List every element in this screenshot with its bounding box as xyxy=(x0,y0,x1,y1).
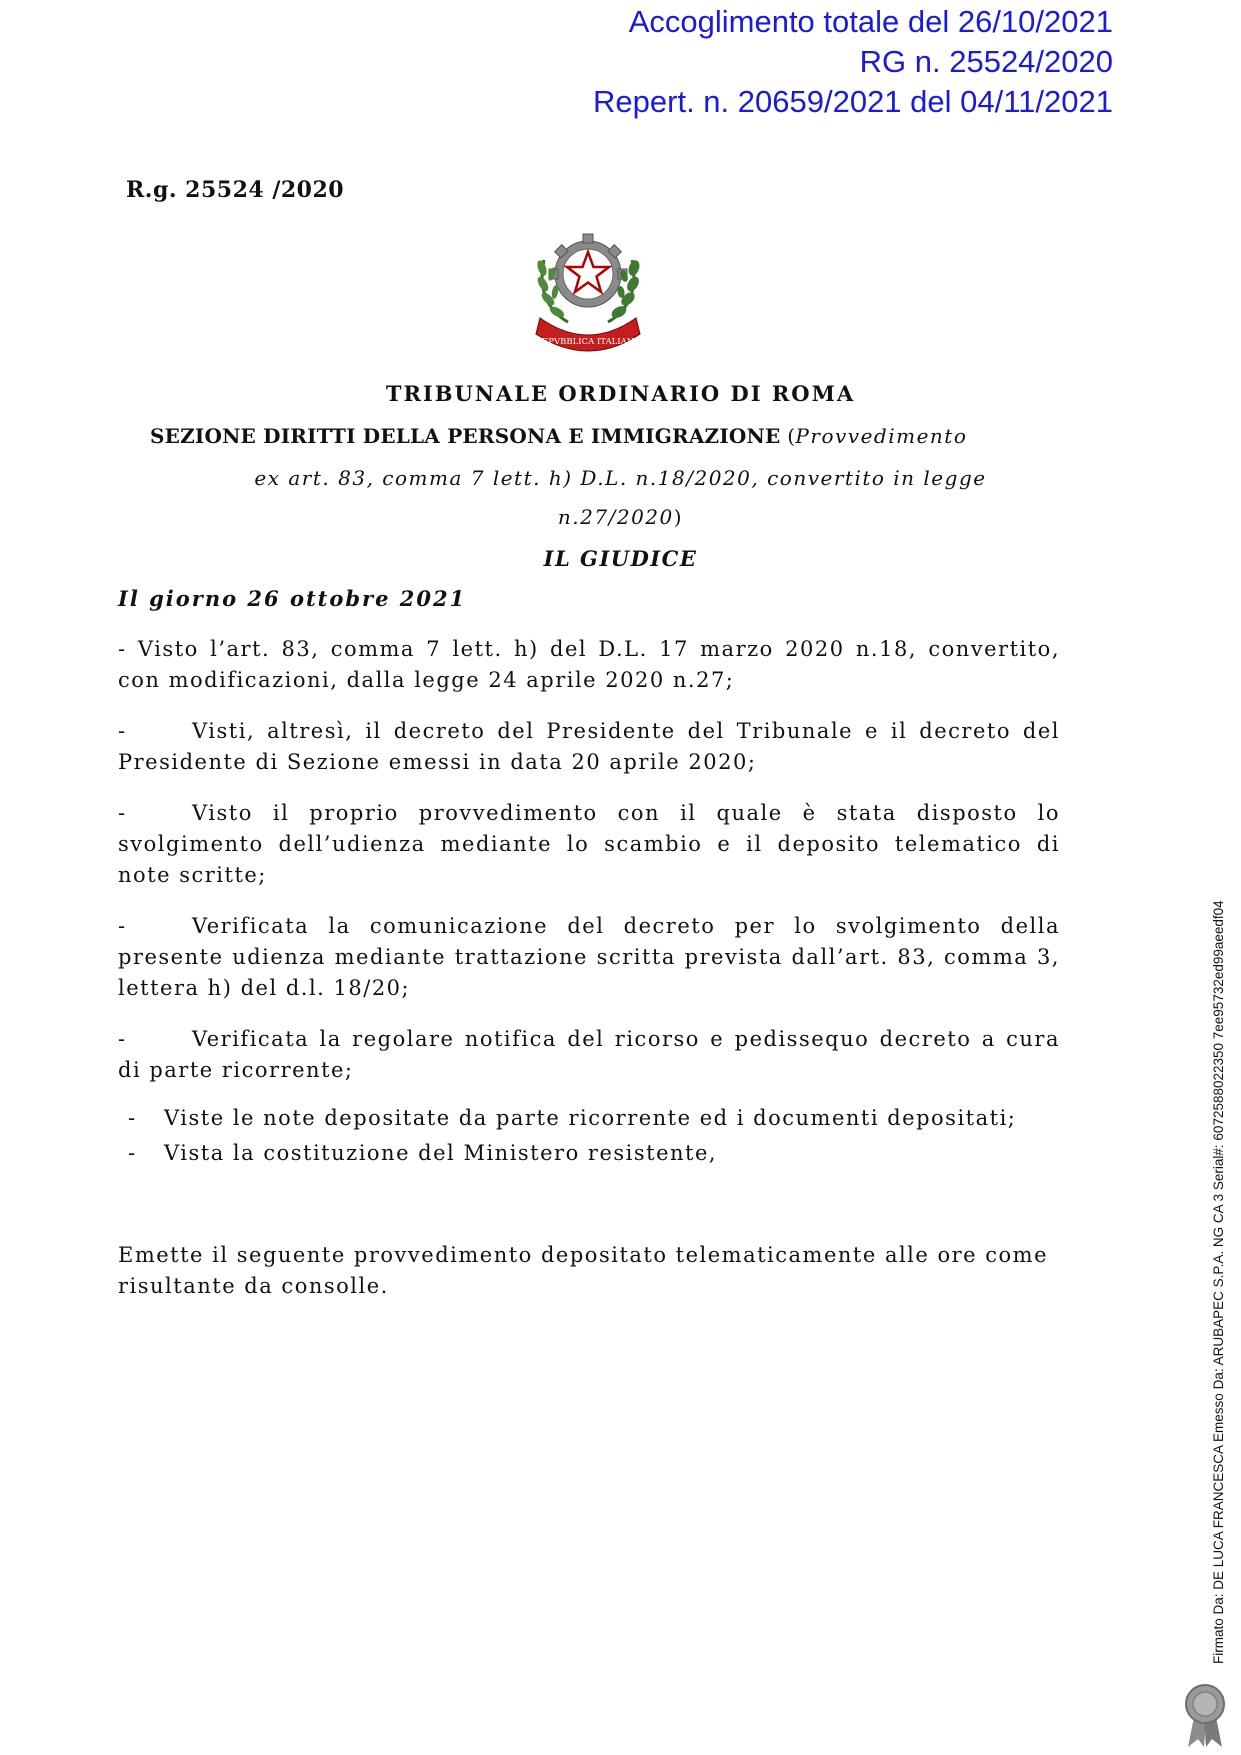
paragraph-visto-art-83: - Visto l’art. 83, comma 7 lett. h) del D.L. 17 marzo 2020 n.18, convertito, con modificazioni, dalla legge 24 aprile 2020 n.27; xyxy=(118,637,1060,692)
bullet-dash: - xyxy=(128,1106,137,1130)
paragraph-text: Visti, altresì, il decreto del Presidente del Tribunale e il decreto del Presidente di Sezione emessi in data 20 aprile 2020; xyxy=(118,719,1060,774)
stamp-line-rg: RG n. 25524/2020 xyxy=(859,44,1113,79)
registry-stamp xyxy=(593,2,1113,122)
decision-date: Il giorno 26 ottobre 2021 xyxy=(118,586,467,611)
italian-republic-emblem-icon xyxy=(528,222,648,357)
paragraph-dash: - xyxy=(118,801,127,825)
judge-heading: IL GIUDICE xyxy=(543,546,698,571)
legal-reference-paren-close: ) xyxy=(673,505,684,529)
paragraph-verificata-comunicazione xyxy=(118,911,1060,1004)
bullet-text: Vista la costituzione del Ministero resistente, xyxy=(164,1141,718,1165)
paragraph-text: Verificata la regolare notifica del ricorso e pedissequo decreto a cura di parte ricorrente; xyxy=(118,1027,1060,1082)
bullet-dash: - xyxy=(128,1141,137,1165)
paragraph-text: Verificata la comunicazione del decreto per lo svolgimento della presente udienza mediante trattazione scritta prevista dall’art. 83, comma 3, lettera h) del d.l. 18/20; xyxy=(118,914,1060,1000)
paragraph-visti-decreti xyxy=(118,716,1060,778)
bullet-viste-note xyxy=(128,1106,1016,1130)
stamp-line-repert: Repert. n. 20659/2021 del 04/11/2021 xyxy=(593,84,1113,119)
court-name: TRIBUNALE ORDINARIO DI ROMA xyxy=(385,381,856,406)
closing-paragraph: Emette il seguente provvedimento depositato telematicamente alle ore come risultante da consolle. xyxy=(118,1243,1049,1298)
paragraph-visto-provvedimento xyxy=(118,798,1060,891)
bullet-vista-costituzione xyxy=(128,1141,717,1165)
section-name: SEZIONE DIRITTI DELLA PERSONA E IMMIGRAZIONE xyxy=(150,424,781,448)
section-provvedimento: Provvedimento xyxy=(795,424,968,448)
paragraph-dash: - xyxy=(118,914,127,938)
paragraph-verificata-notifica xyxy=(118,1024,1060,1086)
legal-reference-line-1: ex art. 83, comma 7 lett. h) D.L. n.18/2020, convertito in legge xyxy=(254,466,987,490)
bullet-text: Viste le note depositate da parte ricorrente ed i documenti depositati; xyxy=(164,1106,1017,1130)
paragraph-text: Visto il proprio provvedimento con il quale è stata disposto lo svolgimento dell’udienza mediante lo scambio e il deposito telematico di note scritte; xyxy=(118,801,1060,887)
legal-reference-law: n.27/2020 xyxy=(557,505,674,529)
stamp-line-outcome: Accoglimento totale del 26/10/2021 xyxy=(628,4,1113,39)
case-number: R.g. 25524 /2020 xyxy=(126,177,345,203)
section-line xyxy=(150,424,967,448)
section-paren-open: ( xyxy=(780,424,796,448)
digital-signature-text: Firmato Da: DE LUCA FRANCESCA Emesso Da: ARUBAPEC S.P.A. NG CA 3 Serial#: 6072588022350 7ee95732ed99aeedf04 xyxy=(1211,900,1226,1664)
paragraph-dash: - xyxy=(118,1027,127,1051)
emblem-ribbon-text: REPVBBLICA ITALIANA xyxy=(535,337,641,347)
seal-ribbon-icon xyxy=(1182,1683,1228,1749)
legal-reference-line-2 xyxy=(0,505,1241,529)
paragraph-dash: - xyxy=(118,719,127,743)
